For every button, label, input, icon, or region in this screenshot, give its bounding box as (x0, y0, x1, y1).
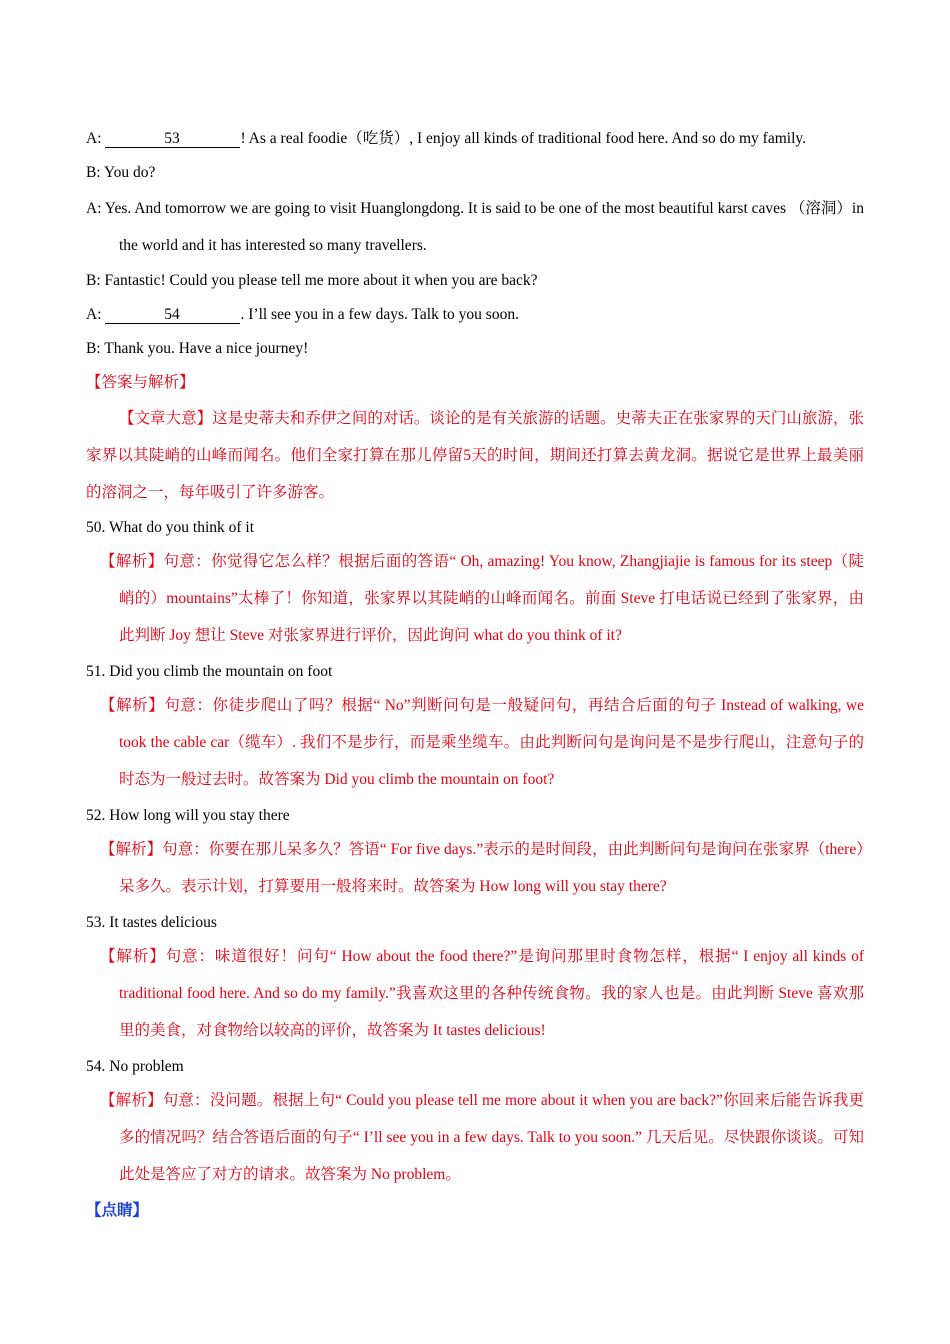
answer-50: 50. What do you think of it (86, 519, 255, 536)
explanation-53: 【解析】句意：味道很好！问句“ How about the food there?”是询问那里时食物怎样，根据“ I enjoy all kinds of traditional food here. And so do my family.”我喜欢这里的各种传统食物。我的家人也是。由此判断 Steve 喜欢那里的美食，对食物给以较高的评价，故答案为 It tastes delicious! (100, 948, 864, 1039)
dialogue-line-6: B: Thank you. Have a nice journey! (86, 340, 309, 357)
dialogue-line-2: B: You do? (86, 164, 156, 181)
dialogue-line-1 (86, 122, 864, 156)
dialogue-text: ! As a real foodie（吃货）, I enjoy all kinds of traditional food here. And so do my family. (240, 130, 806, 147)
summary-paragraph: 【文章大意】这是史蒂夫和乔伊之间的对话。谈论的是有关旅游的话题。史蒂夫正在张家界的天门山旅游，张家界以其陡峭的山峰而闻名。他们全家打算在那儿停留5天的时间，期间还打算去黄龙洞。据说它是世界上最美丽的溶洞之一，每年吸引了许多游客。 (86, 410, 864, 501)
answer-51: 51. Did you climb the mountain on foot (86, 663, 333, 680)
answer-heading: 【答案与解析】 (86, 374, 195, 391)
explanation-52: 【解析】句意：你要在那儿呆多久？答语“ For five days.”表示的是时间段，由此判断问句是询问在张家界（there）呆多久。表示计划，打算要用一般将来时。故答案为 How long will you stay there? (100, 841, 864, 895)
explanation-54: 【解析】句意：没问题。根据上句“ Could you please tell me more about it when you are back?”你回来后能告诉我更多的情况吗？结合答语后面的句子“ I’ll see you in a few days. Talk to you soon.” 几天后见。尽快跟你谈谈。可知此处是答应了对方的请求。故答案为 No problem。 (100, 1092, 864, 1183)
document-page (86, 122, 864, 1228)
dialogue-line-3: A: Yes. And tomorrow we are going to visit Huanglongdong. It is said to be one of the most beautiful karst caves （溶洞）in the world and it has interested so many travellers. (86, 200, 864, 254)
dialogue-line-4: B: Fantastic! Could you please tell me more about it when you are back? (86, 272, 538, 289)
key-point-heading: 【点睛】 (86, 1202, 149, 1219)
speaker-label: A: (86, 130, 102, 147)
answer-54: 54. No problem (86, 1058, 184, 1075)
answer-53: 53. It tastes delicious (86, 914, 217, 931)
dialogue-line-5 (86, 298, 864, 332)
answer-52: 52. How long will you stay there (86, 807, 290, 824)
answer-blank-53: 53 (105, 130, 240, 148)
answer-blank-54: 54 (105, 306, 240, 324)
dialogue-text: . I’ll see you in a few days. Talk to you soon. (240, 306, 519, 323)
explanation-51: 【解析】句意：你徒步爬山了吗？根据“ No”判断问句是一般疑问句，再结合后面的句子 Instead of walking, we took the cable car（缆车）. 我们不是步行，而是乘坐缆车。由此判断问句是询问是不是步行爬山，注意句子的时态为一般过去时。故答案为 Did you climb the mountain on foot? (100, 697, 864, 788)
speaker-label: A: (86, 306, 102, 323)
explanation-50: 【解析】句意：你觉得它怎么样？根据后面的答语“ Oh, amazing! You know, Zhangjiajie is famous for its steep（陡峭的）mountains”太棒了！你知道，张家界以其陡峭的山峰而闻名。前面 Steve 打电话说已经到了张家界，由此判断 Joy 想让 Steve 对张家界进行评价，因此询问 what do you think of it? (100, 553, 864, 644)
